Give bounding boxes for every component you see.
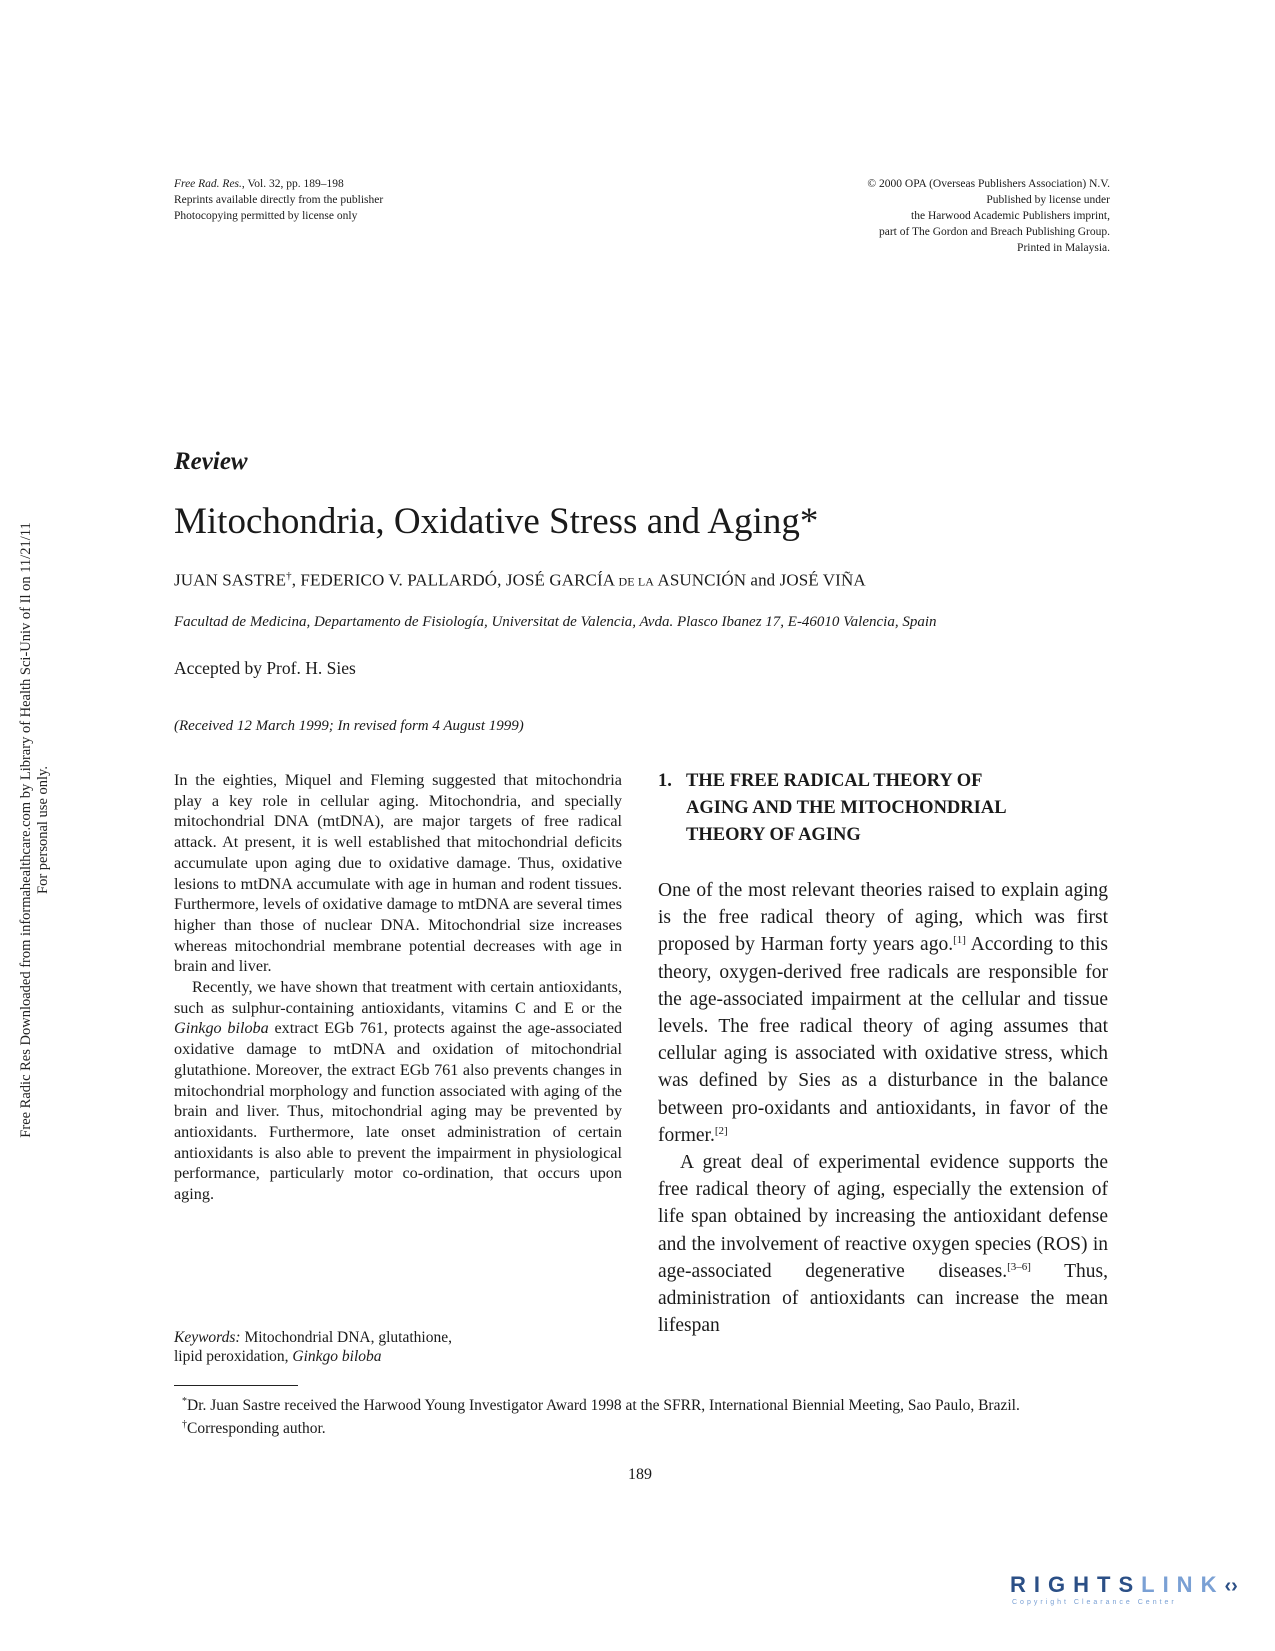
author-particle: DE LA — [618, 574, 655, 589]
keywords-values-cont: lipid peroxidation, — [174, 1348, 293, 1365]
accepted-by: Accepted by Prof. H. Sies — [174, 658, 356, 678]
logo-link: LINK — [1141, 1572, 1225, 1597]
author-pallardo-garcia: , FEDERICO V. PALLARDÓ, JOSÉ GARCÍA — [291, 570, 619, 590]
footnote-corresponding — [174, 1415, 1110, 1438]
author-sastre: JUAN SASTRE — [174, 570, 287, 590]
received-dates: (Received 12 March 1999; In revised form 4 August 1999) — [174, 718, 524, 734]
article-title: Mitochondria, Oxidative Stress and Aging* — [174, 501, 819, 542]
footnote-mark: * — [182, 1396, 187, 1407]
section-body — [658, 877, 1108, 1339]
copyright-line: © 2000 OPA (Overseas Publishers Association) N.V. — [867, 178, 1110, 190]
license-line: Published by license under — [986, 194, 1110, 206]
abstract-paragraph-2 — [174, 977, 622, 1205]
keywords — [174, 1328, 634, 1366]
imprint-line: the Harwood Academic Publishers imprint, — [911, 210, 1110, 222]
citation-ref: [2] — [714, 1124, 728, 1137]
reprints-line: Reprints available directly from the publisher — [174, 194, 384, 206]
body-paragraph-1 — [658, 877, 1108, 1149]
corresponding-mark: † — [286, 570, 292, 582]
citation-ref: [1] — [953, 934, 966, 947]
affiliation: Facultad de Medicina, Departamento de Fisiología, Universitat de Valencia, Avda. Plasco Ibanez 17, E-46010 Valencia, Spain — [174, 614, 937, 630]
rightslink-logo — [1010, 1572, 1240, 1612]
page-number: 189 — [628, 1466, 652, 1483]
article-type: Review — [174, 448, 248, 475]
download-notice-line2: For personal use only. — [35, 766, 51, 894]
copyright-block — [867, 176, 1110, 256]
abstract-p2-text: Recently, we have shown that treatment with certain antioxidants, such as sulphur-containing antioxidants, vitamins C and E or the — [174, 978, 622, 1017]
footnotes — [174, 1392, 1110, 1438]
author-list — [174, 570, 866, 591]
keywords-line-1 — [174, 1328, 634, 1347]
section-heading-line-3: THEORY OF AGING — [686, 825, 861, 845]
section-heading-line-1: THE FREE RADICAL THEORY OF — [686, 771, 983, 791]
body-p2-text-cont: Thus, administration of antioxidants can increase the mean lifespan — [658, 1260, 1108, 1337]
abstract-paragraph-1: In the eighties, Miquel and Fleming suggested that mitochondria play a key role in cellular aging. Mitochondria, and specially mitochondrial DNA (mtDNA), are major targets of free radical attack. At present, it is well established that mitochondrial deficits accumulate upon aging due to oxidative damage. Thus, oxidative lesions to mtDNA accumulate with age in human and rodent tissues. Furthermore, levels of oxidative damage to mtDNA are several times higher than those of nuclear DNA. Mitochondrial size increases whereas mitochondrial membrane potential decreases with age in brain and liver. — [174, 771, 622, 976]
footnote-award — [174, 1392, 1110, 1415]
footnote-mark: † — [182, 1419, 187, 1431]
journal-name: Free Rad. Res. — [174, 178, 242, 190]
footnote-award-text: Dr. Juan Sastre received the Harwood Young Investigator Award 1998 at the SFRR, International Biennial Meeting, Sao Paulo, Brazil. — [187, 1397, 1020, 1415]
keyword-species: Ginkgo biloba — [292, 1348, 382, 1365]
body-p1-text-cont: According to this theory, oxygen-derived free radicals are responsible for the age-associated impairment at the cellular and tissue levels. The free radical theory of aging assumes that cellular aging is associated with oxidative stress, which was defined by Sies as a disturbance in the balance between pro-oxidants and antioxidants, in favor of the former. — [658, 934, 1108, 1146]
volume-pages: , Vol. 32, pp. 189–198 — [241, 178, 344, 190]
keywords-label: Keywords: — [174, 1329, 241, 1346]
author-asuncion-vina: ASUNCIÓN and JOSÉ VIÑA — [654, 570, 866, 590]
abstract — [174, 770, 622, 1205]
printed-line: Printed in Malaysia. — [1017, 242, 1110, 254]
download-notice — [18, 470, 51, 1190]
section-heading-line-2: AGING AND THE MITOCHONDRIAL — [686, 798, 1007, 818]
body-p2-text: A great deal of experimental evidence supports the free radical theory of aging, especially the extension of life span obtained by increasing the antioxidant defense and the involvement of reactive oxygen species (ROS) in age-associated degenerative diseases. — [658, 1152, 1108, 1282]
species-name: Ginkgo biloba — [174, 1019, 269, 1038]
rightslink-wordmark — [1010, 1572, 1240, 1598]
body-p1-text: One of the most relevant theories raised to explain aging is the free radical theory of aging, which was first proposed by Harman forty years ago. — [658, 880, 1108, 956]
footnote-corresponding-text: Corresponding author. — [187, 1420, 326, 1438]
abstract-p2-text-cont: extract EGb 761, protects against the age-associated oxidative damage to mtDNA and oxidation of mitochondrial glutathione. Moreover, the extract EGb 761 also prevents changes in mitochondrial morphology and function associated with aging of the brain and liver. Thus, mitochondrial aging may be prevented by antioxidants. Furthermore, late onset administration of certain antioxidants is also able to prevent the impairment in physiological performance, particularly motor co-ordination, that occurs upon aging. — [174, 1019, 622, 1204]
body-paragraph-2 — [658, 1149, 1108, 1339]
keywords-line-2 — [174, 1347, 634, 1366]
citation-line — [174, 176, 383, 192]
group-line: part of The Gordon and Breach Publishing Group. — [878, 226, 1110, 238]
section-number: 1. — [658, 771, 672, 791]
footnote-rule — [174, 1385, 298, 1386]
photocopy-line: Photocopying permitted by license only — [174, 210, 358, 222]
citation-ref: [3–6] — [1007, 1260, 1031, 1273]
download-notice-line1: Free Radic Res Downloaded from informahealthcare.com by Library of Health Sci-Univ of Il on 11/21/11 — [18, 522, 34, 1138]
logo-subtitle: Copyright Clearance Center — [1012, 1599, 1177, 1606]
keywords-values: Mitochondrial DNA, glutathione, — [244, 1329, 452, 1346]
section-heading — [658, 768, 1098, 849]
chevron-icon: ‹› — [1224, 1575, 1238, 1597]
journal-citation-block — [174, 176, 383, 224]
logo-rights: RIGHTS — [1010, 1572, 1142, 1597]
